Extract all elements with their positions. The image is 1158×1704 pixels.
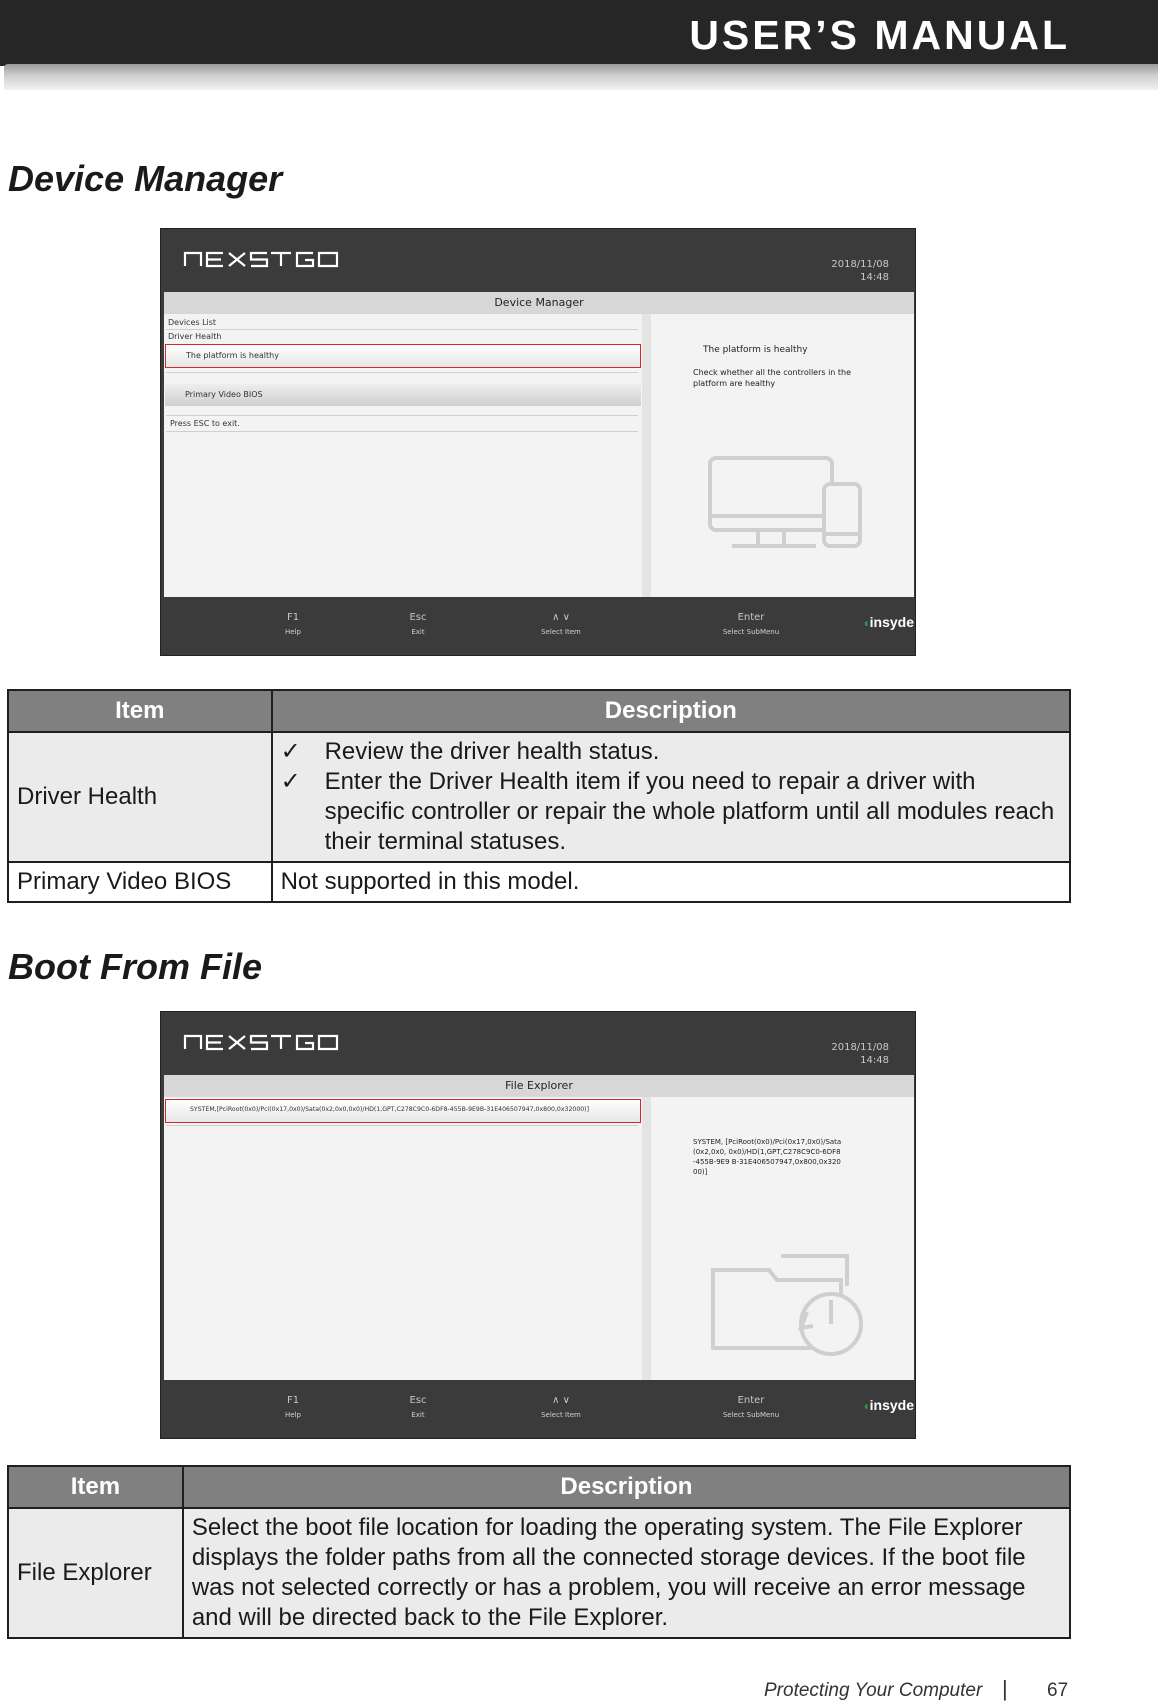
menu-item-system-path[interactable] [165,1099,641,1123]
item-primary-video-bios: Primary Video BIOS [8,862,272,902]
bios-help-pane [651,314,914,597]
checkmark-icon: ✓ [280,738,301,765]
help-text: SYSTEM, [PciRoot(0x0)/Pci(0x17,0x0)/Sata(0x2,0x0, 0x0)/HD(1,GPT,C278C9C0-6DF8-455B-9E9 B-31E406507947,0x800,0x32000)] [693,1138,842,1176]
key-label: ∧ ∨ [552,1395,570,1406]
description-file-explorer: Select the boot file location for loading the operating system. The File Explorer displays the folder paths from all the connected storage devices. If the boot file was not selected correctly or has a problem, you will receive an error message and will be directed back to the File Explorer. [183,1508,1070,1638]
section-title-boot-from-file: Boot From File [8,946,262,987]
divider [166,415,638,416]
insyde-logo [862,1397,914,1413]
key-label: ∧ ∨ [552,612,570,623]
key-enter-submenu[interactable] [706,612,796,636]
header-banner [0,0,1158,66]
key-esc-exit[interactable] [393,612,443,636]
bios-page-title: File Explorer [164,1075,914,1097]
bios-footer [161,1380,916,1439]
checkmark-icon: ✓ [280,768,301,795]
bios-content [164,1075,914,1380]
bullet-text: Review the driver health status. [324,738,660,765]
footer-separator: | [1002,1676,1008,1701]
divider [166,372,638,373]
footer-chapter: Protecting Your Computer [764,1680,983,1701]
column-header-item: Item [8,690,272,732]
key-action: Select Item [541,628,581,636]
pane-divider [642,314,651,597]
key-action: Exit [411,1411,425,1419]
bios-date: 2018/11/08 [831,259,889,270]
key-arrows-select[interactable] [526,1395,596,1419]
folder-power-icon [709,1252,869,1362]
device-manager-screenshot [160,228,916,656]
description-primary-video-bios: Not supported in this model. [272,862,1070,902]
vendor-name: insyde [869,614,914,630]
bullet-text: Enter the Driver Health item if you need to repair a driver with specific controller or repair the whole platform until all modules reach their terminal statuses. [324,768,1055,855]
key-label: Enter [737,1395,765,1406]
header-shadow [4,64,1158,90]
insyde-logo [862,614,914,630]
table-row [8,862,1070,902]
driver-health-group: Driver Health [168,332,222,341]
bios-time: 14:48 [860,1055,889,1066]
section-title-device-manager: Device Manager [8,158,283,199]
key-action: Help [285,628,301,636]
leaf-icon: ◖ [862,1399,870,1413]
bios-footer [161,597,916,656]
devices-list-label: Devices List [168,318,217,327]
bios-left-pane [164,1097,642,1380]
table-row [8,732,1070,862]
key-enter-submenu[interactable] [706,1395,796,1419]
key-label: F1 [286,612,300,623]
key-action: Select SubMenu [722,628,780,636]
manual-title: USER’S MANUAL [689,12,1070,58]
bios-time: 14:48 [860,272,889,283]
description-driver-health [272,732,1070,862]
table-row [8,1508,1070,1638]
exit-hint: Press ESC to exit. [170,419,240,428]
divider [166,1125,638,1126]
table-header-row [8,690,1070,732]
menu-item-platform-healthy[interactable] [165,344,641,368]
table-header-row [8,1466,1070,1508]
key-action: Select Item [541,1411,581,1419]
monitor-phone-icon [706,454,866,554]
bios-help-pane [651,1097,914,1380]
nexstgo-logo [183,249,339,269]
key-action: Help [285,1411,301,1419]
nexstgo-logo [183,1032,339,1052]
device-manager-table [7,689,1071,903]
key-label: F1 [286,1395,300,1406]
bios-left-pane [164,314,642,597]
key-action: Exit [411,628,425,636]
vendor-name: insyde [869,1397,914,1413]
key-f1-help[interactable] [271,1395,315,1419]
bios-datetime [831,258,889,284]
item-driver-health: Driver Health [8,732,272,862]
boot-from-file-table [7,1465,1071,1639]
divider [166,329,638,330]
help-title: The platform is healthy [703,345,808,355]
key-f1-help[interactable] [271,612,315,636]
pane-divider [642,1097,651,1380]
list-item [281,767,1061,857]
list-item [281,737,1061,767]
key-action: Select SubMenu [722,1411,780,1419]
menu-item-primary-video-bios[interactable] [165,384,641,406]
key-label: Esc [409,612,427,623]
bios-content [164,292,914,597]
column-header-description: Description [272,690,1070,732]
menu-item-label: Primary Video BIOS [185,390,263,399]
page-number: 67 [1047,1680,1069,1701]
leaf-icon: ◖ [862,616,870,630]
key-esc-exit[interactable] [393,1395,443,1419]
column-header-item: Item [8,1466,183,1508]
bios-datetime [831,1041,889,1067]
key-label: Enter [737,612,765,623]
bios-page-title: Device Manager [164,292,914,314]
checklist [281,737,1061,857]
bios-date: 2018/11/08 [831,1042,889,1053]
item-file-explorer: File Explorer [8,1508,183,1638]
menu-item-label: The platform is healthy [186,351,279,360]
column-header-description: Description [183,1466,1070,1508]
menu-item-label: SYSTEM,[PciRoot(0x0)/Pci(0x17,0x0)/Sata(0x2,0x0,0x0)/HD(1,GPT,C278C9C0-6DF8-455B-9E9B-31E406507947,0x800,0x32000)] [190,1106,590,1113]
key-label: Esc [409,1395,427,1406]
divider [166,431,638,432]
key-arrows-select[interactable] [526,612,596,636]
file-explorer-screenshot [160,1011,916,1439]
help-text: Check whether all the controllers in the platform are healthy [693,368,852,388]
